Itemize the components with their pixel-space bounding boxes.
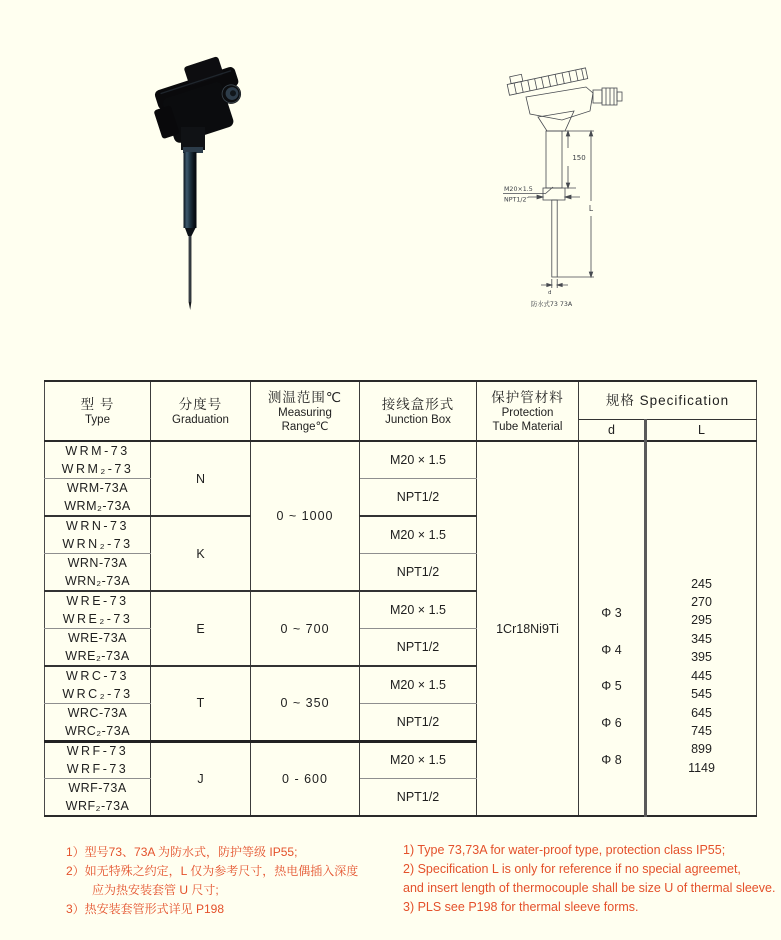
header-d: d: [579, 419, 646, 441]
cable-gland: [593, 90, 602, 103]
footnotes-chinese: [66, 843, 358, 919]
l-value: 745: [691, 723, 712, 738]
l-value: 245: [691, 576, 712, 591]
range-cell: 0 ~ 1000: [251, 441, 360, 591]
range-cell: 0 - 600: [251, 741, 360, 816]
l-value: 395: [691, 650, 712, 665]
junction-cell: NPT1/2: [360, 629, 477, 667]
model-cell: WRM₂-73: [45, 460, 151, 479]
model-cell: WRC₂-73A: [45, 722, 151, 741]
note-en-3: 3) PLS see P198 for thermal sleeve forms.: [403, 900, 639, 914]
junction-cell: M20 × 1.5: [360, 741, 477, 779]
thermocouple-photo: [148, 55, 288, 315]
d-column: [579, 441, 646, 816]
header-range: 测温范围℃ Measuring Range℃: [251, 381, 360, 441]
dim-L-label: L: [588, 204, 594, 213]
model-cell: WRN₂-73: [45, 535, 151, 554]
range-cell: 0 ~ 350: [251, 666, 360, 741]
protection-tube: [184, 152, 197, 228]
note-cn-1: 1）型号73、73A 为防水式，防护等级 IP55;: [66, 845, 298, 859]
thread-label-m20: M20×1.5: [504, 186, 533, 193]
note-en-2: 2) Specification L is only for reference if no special agreemet,: [403, 862, 741, 876]
drawing-tube: [546, 131, 562, 188]
range-cell: 0 ~ 700: [251, 591, 360, 666]
model-cell: WRE-73A: [45, 629, 151, 648]
note-cn-3: 3）热安装套管形式详见 P198: [66, 902, 225, 916]
l-value: 345: [691, 631, 712, 646]
l-value: 645: [691, 705, 712, 720]
d-value: Φ 5: [601, 679, 622, 694]
model-cell: WRE₂-73: [45, 610, 151, 629]
graduation-cell: K: [151, 516, 251, 591]
model-cell: WRF-73: [45, 741, 151, 760]
d-value: Φ 3: [601, 605, 622, 620]
footnotes-english: [403, 841, 775, 917]
junction-cell: NPT1/2: [360, 704, 477, 742]
l-column: [646, 441, 757, 816]
header-L: L: [646, 419, 757, 441]
model-cell: WRN-73: [45, 516, 151, 535]
graduation-cell: T: [151, 666, 251, 741]
model-cell: WRC-73: [45, 666, 151, 685]
dim-d-label: d: [548, 290, 552, 296]
material-cell: 1Cr18Ni9Ti: [477, 441, 579, 816]
header-specification: 规格 Specification: [579, 381, 757, 419]
note-cn-2b: 应为热安装套管 U 尺寸;: [92, 883, 219, 897]
probe: [189, 236, 192, 302]
drawing-head: [506, 61, 588, 95]
graduation-cell: E: [151, 591, 251, 666]
note-en-1: 1) Type 73,73A for water-proof type, protection class IP55;: [403, 843, 726, 857]
drawing-caption: 防水式73 73A: [531, 301, 573, 308]
model-cell: WRE₂-73A: [45, 647, 151, 666]
l-value: 445: [691, 668, 712, 683]
model-cell: WRC-73A: [45, 704, 151, 723]
l-value: 899: [691, 742, 712, 757]
l-value: 545: [691, 687, 712, 702]
junction-cell: NPT1/2: [360, 554, 477, 592]
model-cell: WRM-73: [45, 441, 151, 460]
model-cell: WRF₂-73A: [45, 797, 151, 816]
dim-150-label: 150: [572, 154, 586, 162]
model-cell: WRE-73: [45, 591, 151, 610]
d-value: Φ 6: [601, 716, 622, 731]
header-type: 型 号 Type: [45, 381, 151, 441]
junction-cell: M20 × 1.5: [360, 591, 477, 629]
note-en-2b: and insert length of thermocouple shall be size U of thermal sleeve.: [403, 881, 776, 895]
junction-cell: M20 × 1.5: [360, 516, 477, 554]
thread-label-npt: NPT1/2″: [504, 196, 529, 204]
drawing-neck: [538, 111, 574, 131]
model-cell: WRN₂-73A: [45, 572, 151, 591]
header-junction-box: 接线盒形式 Junction Box: [360, 381, 477, 441]
model-cell: WRC₂-73: [45, 685, 151, 704]
l-value: 295: [691, 613, 712, 628]
junction-cell: NPT1/2: [360, 779, 477, 817]
model-cell: WRM₂-73A: [45, 497, 151, 516]
junction-cell: NPT1/2: [360, 479, 477, 517]
header-protection: 保护管材料 Protection Tube Material: [477, 381, 579, 441]
model-cell: WRF-73A: [45, 779, 151, 798]
header-graduation: 分度号 Graduation: [151, 381, 251, 441]
spec-table: [44, 380, 757, 817]
d-value: Φ 4: [601, 642, 622, 657]
model-cell: WRM-73A: [45, 479, 151, 498]
model-cell: WRN-73A: [45, 554, 151, 573]
drawing-probe: [552, 200, 557, 277]
l-value: 270: [691, 595, 712, 610]
junction-cell: M20 × 1.5: [360, 666, 477, 704]
graduation-cell: N: [151, 441, 251, 516]
graduation-cell: J: [151, 741, 251, 816]
drawing-thread: [543, 188, 565, 200]
neck: [181, 127, 205, 150]
l-value: 1149: [688, 760, 715, 775]
dimension-drawing: [495, 60, 680, 315]
junction-cell: M20 × 1.5: [360, 441, 477, 479]
model-cell: WRF-73: [45, 760, 151, 779]
d-value: Φ 8: [601, 752, 622, 767]
note-cn-2: 2）如无特殊之约定，L 仅为参考尺寸，热电偶插入深度: [66, 864, 359, 878]
